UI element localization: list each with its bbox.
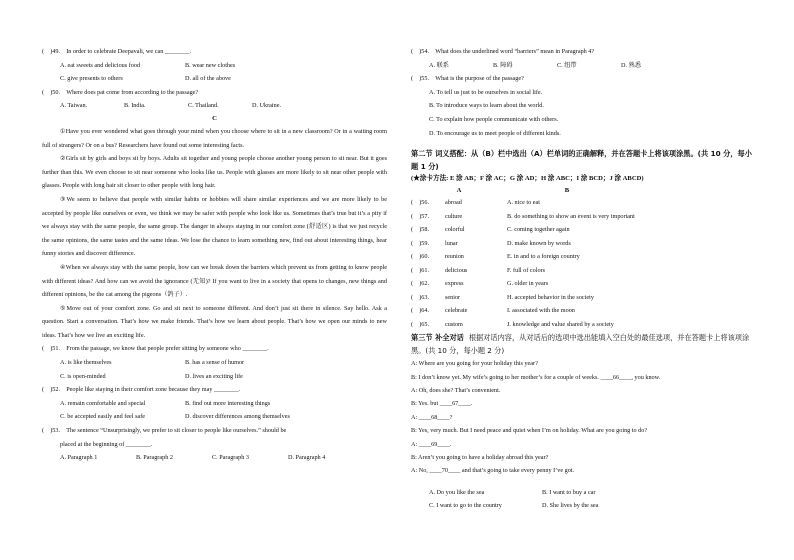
paragraph-5: ⑤Move out of your comfort zone. Go and sit next to someone different. And don’t just sit there in silence. Say hello. Ask a question. Start a conversation. That’s how we make friends. That’s how we learn about people. That’s how we open our minds to new ideas. That’s how we live an exciting life. [42, 304, 387, 339]
paragraph-1: ①Have you ever wondered what goes through your mind when you choose where to sit in a new classroom? Or in a waiting room full of strangers? Or on a bus? Researchers have found out some interesting facts. [42, 127, 387, 149]
matching-number: ( )63. [411, 293, 430, 301]
dialogue-line: A: Oh, does she? That’s convenient. [411, 386, 501, 394]
right-column [411, 45, 756, 512]
q50-option-d: D. Ukraine. [252, 102, 282, 110]
dialogue-option-a: A. Do you like the sea [429, 488, 485, 496]
q51-options-row1 [42, 356, 387, 370]
matching-word: delicious [445, 266, 468, 274]
left-column [42, 45, 387, 465]
matching-number: ( )61. [411, 266, 430, 274]
section-2-heading [411, 148, 756, 173]
q52-options-row1 [42, 397, 387, 411]
matching-row [411, 250, 756, 264]
q49-option-d: D. all of the above [185, 75, 231, 83]
matching-word: lunar [445, 239, 458, 247]
q53-options [42, 451, 387, 465]
matching-word: reunion [445, 253, 464, 261]
dialogue-option-c: C. I want to go to the country [429, 502, 502, 510]
q49-option-c: C. give presents to others [60, 75, 123, 83]
matching-header [411, 185, 756, 196]
q49-options-row2 [42, 72, 387, 86]
q55-option-b: B. To introduce ways to learn about the world. [429, 102, 544, 110]
q54-option-a: A. 联系 [429, 61, 449, 69]
question-53-cont: placed at the beginning of ________. [60, 440, 153, 448]
q53-option-c: C. Paragraph 3 [212, 454, 249, 462]
dialogue-options-row2 [411, 499, 756, 512]
paragraph-4: ④When we always stay with the same people, how can we break down the barriers which prevent us from getting to know people with different ideas? And how can we avoid the ignorance (无知)? If you want to live in a society that opens to changes, new things and different opinions, be the cat among the pigeons（鸽子）. [42, 263, 387, 299]
dialogue-option-d: D. She lives by the sea [542, 502, 599, 510]
matching-definition: F. full of colors [507, 266, 546, 274]
matching-word: abroad [445, 199, 462, 207]
column-a-label: A [456, 187, 462, 195]
q49-options-row1 [42, 59, 387, 73]
matching-word: celebrate [445, 307, 468, 315]
matching-word: custom [445, 320, 463, 328]
matching-number: ( )58. [411, 226, 430, 234]
dialogue-options-row1 [411, 486, 756, 499]
matching-definition: J. knowledge and value shared by a society [507, 320, 614, 328]
dialogue-line: A: Where are you going for your holiday this year? [411, 360, 538, 368]
question-54: ( )54. What does the underlined word “barriers” mean in Paragraph 4? [411, 48, 595, 55]
passage-letter: C [212, 114, 217, 122]
paragraph-3: ③We seem to believe that people with similar habits or hobbies will share similar experiences and we are more likely to be accepted by people like ourselves or even, we think we may be safer with people who look like us. Sometimes that’s true but it’s a pity if we always stay with the same people, the same group. The danger in always staying in our comfort zone (舒适区) is that we just recycle the same opinions, the same tastes and the same ideas. We lose the chance to learn something new, find out about interesting things, hear funny stories and discover difference. [42, 195, 387, 258]
q50-options [42, 99, 387, 113]
q50-option-c: C. Thailand. [188, 102, 219, 110]
q52-option-b: B. find out more interesting things [185, 399, 271, 407]
matching-definition: B. do something to show an event is very important [507, 212, 635, 220]
matching-row [411, 237, 756, 251]
dialogue-line: A: No, ____70____ and that’s going to take every penny I’ve got. [411, 467, 575, 475]
dialogue-line: A: ____69____. [411, 440, 452, 448]
dialogue-line: B: I don’t know yet. My wife’s going to her mother’s for a couple of weeks. ____66____, you know. [411, 373, 661, 381]
q51-option-c: C. is open-minded [60, 372, 106, 380]
matching-word: culture [445, 212, 463, 220]
matching-list [411, 196, 756, 331]
q51-option-d: D. lives an exciting life [185, 372, 243, 380]
q52-option-d: D. discover differences among themselves [185, 413, 290, 421]
paragraph-2: ②Girls sit by girls and boys sit by boys. Adults sit together and young people choose another young person to sit near. But it goes further than this. We even choose to sit near someone who looks like us. People with glasses are more likely to sit near other people with glasses. People with long hair sit closer to other people with long hair. [42, 155, 387, 190]
question-51: ( )51. From the passage, we know that people prefer sitting by someone who ________. [42, 345, 269, 353]
matching-number: ( )57. [411, 212, 430, 220]
section-3-heading [411, 332, 756, 357]
question-52: ( )52. People like staying in their comfort zone because they may ________. [42, 386, 241, 394]
q52-option-c: C. be accepted easily and feel safe [60, 413, 146, 421]
dialogue-line: B: Yes. but ____67____. [411, 400, 473, 408]
section-3-title: 第三节 补全对话 [411, 333, 464, 343]
q54-option-b: B. 障碍 [493, 61, 513, 69]
q51-option-a: A. is like themselves [60, 359, 112, 367]
matching-number: ( )62. [411, 280, 430, 288]
matching-number: ( )56. [411, 199, 430, 207]
q51-option-b: B. has a sense of humor [185, 359, 245, 367]
matching-number: ( )59. [411, 239, 430, 247]
q54-option-d: D. 熟悉 [621, 61, 641, 69]
q50-option-a: A. Taiwan. [60, 102, 88, 110]
matching-row [411, 304, 756, 318]
q49-option-a: A. eat sweets and delicious food [60, 61, 141, 69]
matching-definition: E. in and to a foreign country [507, 253, 580, 261]
matching-row [411, 277, 756, 291]
matching-row [411, 223, 756, 237]
dialogue-line: B: Yes, very much. But I need peace and quiet when I’m on holiday. What are you going to do? [411, 427, 648, 435]
q54-options [411, 59, 756, 73]
matching-row [411, 210, 756, 224]
q52-options-row2 [42, 410, 387, 424]
matching-number: ( )60. [411, 253, 430, 261]
matching-row [411, 196, 756, 210]
section-2-instructions: 从（B）栏中选出（A）栏单词的正确解释，并在答题卡上将该项涂黑。(共 10 分，每小题 1 分) [411, 149, 752, 171]
section-2-title: 第二节 词义搭配： [411, 149, 472, 159]
matching-definition: I. associated with the moon [507, 307, 575, 315]
dialogue-line: A: ____68____? [411, 413, 453, 421]
q53-option-b: B. Paragraph 2 [136, 454, 173, 462]
q49-option-b: B. wear new clothes [185, 61, 236, 69]
q55-option-d: D. To encourage us to meet people of different kinds. [429, 129, 561, 137]
q55-option-a: A. To tell us just to be ourselves in social life. [429, 88, 543, 96]
matching-row [411, 264, 756, 278]
matching-row [411, 291, 756, 305]
question-55: ( )55. What is the purpose of the passage? [411, 75, 524, 83]
matching-definition: D. make known by words [507, 239, 571, 247]
dialogue [411, 357, 756, 478]
matching-word: colorful [445, 226, 465, 234]
q53-option-d: D. Paragraph 4 [288, 454, 326, 462]
column-b-label: B [564, 187, 570, 195]
matching-number: ( )64. [411, 307, 430, 315]
matching-number: ( )65. [411, 320, 430, 328]
q55-option-c: C. To explain how people communicate with others. [429, 115, 559, 123]
matching-word: senior [445, 293, 461, 301]
q53-option-a: A. Paragraph 1 [60, 454, 98, 462]
dialogue-line: B: Aren’t you going to have a holiday abroad this year? [411, 453, 549, 461]
question-50: ( )50. Where does pat come from according to the passage? [42, 88, 199, 96]
section-3-instructions: 根据对话内容，从对话后的选项中选出能填入空白处的最佳选项，并在答题卡上将该项涂黑。(共 10 分，每小题 2 分) [411, 333, 750, 355]
q54-option-c: C. 纽带 [557, 61, 577, 69]
matching-definition: H. accepted behavior in the society [507, 293, 594, 301]
q51-options-row2 [42, 370, 387, 384]
matching-row [411, 318, 756, 332]
question-53: ( )53. The sentence “Unsurprisingly, we prefer to sit closer to people like ourselves.” should be [42, 427, 287, 435]
matching-definition: G. older in years [507, 280, 549, 288]
dialogue-option-b: B. I want to buy a car [542, 488, 596, 496]
matching-definition: A. nice to eat [507, 199, 540, 207]
question-49: ( )49. In order to celebrate Deepavali, we can ________. [42, 48, 192, 55]
answer-card-tip: (★涂卡方法: E 涂 AB；F 涂 AC；G 涂 AD；H 涂 ABC；I 涂 BCD；J 涂 ABCD) [411, 175, 644, 183]
matching-word: express [445, 280, 464, 288]
q50-option-b: B. India. [124, 102, 146, 110]
matching-definition: C. coming together again [507, 226, 570, 234]
q52-option-a: A. remain comfortable and special [60, 399, 146, 407]
